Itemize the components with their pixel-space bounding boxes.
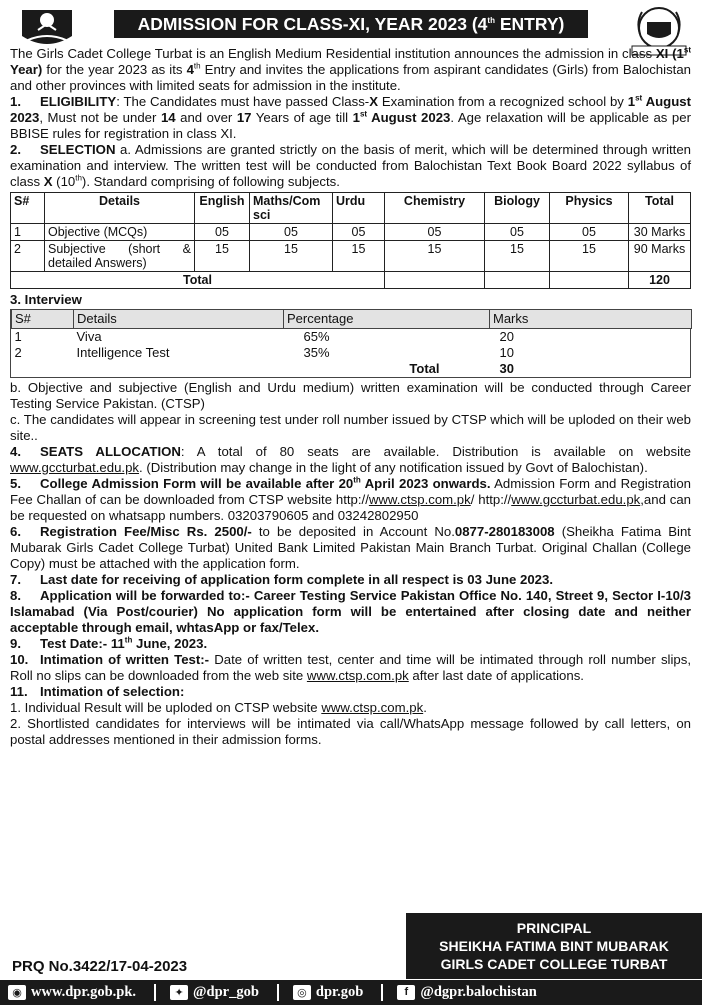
prq-number: PRQ No.3422/17-04-2023 [12, 958, 188, 975]
table-row: 2 Intelligence Test 35% 10 [14, 345, 514, 360]
globe-icon: ◉ [8, 985, 26, 1000]
table-row: 2 Subjective (short & detailed Answers) 15 15 15 15 15 15 90 Marks [11, 241, 691, 272]
intimation-selection-section: 11. Intimation of selection: [10, 684, 185, 699]
note-c: c. The candidates will appear in screening test under roll number issued by CTSP which will be uploded on their web site.. [10, 412, 691, 443]
subjects-table [10, 192, 691, 289]
test-date-section: 9. Test Date:- 11th June, 2023. [10, 635, 208, 651]
intro-paragraph: The Girls Cadet College Turbat is an English Medium Residential institution announces the admission in class XI (1st Year) for the year 2023 as its 4th Entry and invites the applications from aspirant candidates (Girls) from Balochistan and other provinces with limited seats for admission in the institute. [10, 45, 691, 93]
table-total-row: Total 120 [11, 272, 691, 289]
eligibility-section: 1. ELIGIBILITY: The Candidates must have passed Class-X Examination from a recognized school by 1st August 2023, Must not be under 14 and over 17 Years of age till 1st August 2023. Age relaxation will be applicable as per BBISE rules for registration in class XI. [10, 93, 691, 141]
note-b: b. Objective and subjective (English and Urdu medium) written examination will be conducted through Career Testing Service Pakistan. (CTSP) [10, 380, 691, 411]
interview-table-wrap [10, 309, 691, 378]
table-row: 1 Viva 65% 20 [14, 329, 514, 344]
col-header: Biology [485, 193, 550, 224]
notes-list [10, 380, 691, 748]
footer-website[interactable]: ◉ www.dpr.gob.pk. [8, 984, 136, 1001]
table-row: 1 Objective (MCQs) 05 05 05 05 05 05 30 Marks [11, 224, 691, 241]
divider [277, 984, 279, 1001]
table-total-row: Total 30 [409, 361, 514, 376]
col-header: Physics [550, 193, 629, 224]
col-header: S# [11, 193, 45, 224]
selection-item-1: 1. Individual Result will be uploded on CTSP website www.ctsp.com.pk. [10, 700, 427, 715]
footer-instagram[interactable]: ◎ dpr.gob [293, 984, 363, 1001]
ctsp-link[interactable]: www.ctsp.com.pk [306, 668, 409, 683]
ctsp-link[interactable]: www.ctsp.com.pk [368, 492, 471, 507]
footer-twitter[interactable]: ✦ @dpr_gob [170, 984, 259, 1001]
advert-body [10, 46, 691, 748]
website-link[interactable]: www.gccturbat.edu.pk [10, 460, 140, 475]
selection-section: 2. SELECTION a. Admissions are granted strictly on the basis of merit, which will be determined through written examination and interview. The written test will be conducted from Balochistan Text Book Board 2022 syllabus of class X (10th). Standard comprising of following subjects. [10, 142, 691, 189]
fee-section: 6. Registration Fee/Misc Rs. 2500/- to be deposited in Account No.0877-280183008 (Sheikha Fatima Bint Mubarak Girls Cadet College Turbat) United Bank Limited Pakistan Main Branch Turbat. Original Challan (College Copy) must be attached with the application form. [10, 524, 691, 571]
college-link[interactable]: www.gccturbat.edu.pk [511, 492, 641, 507]
footer-facebook[interactable]: f @dgpr.balochistan [397, 984, 537, 1001]
footer-bar [0, 980, 702, 1005]
page-title: ADMISSION FOR CLASS-XI, YEAR 2023 (4th ENTRY) [114, 10, 588, 38]
seats-section: 4. SEATS ALLOCATION: A total of 80 seats are available. Distribution is available on website www.gccturbat.edu.pk. (Distribution may change in the light of any notification issued by Govt of Balochistan). [10, 444, 691, 475]
col-header: Chemistry [385, 193, 485, 224]
ctsp-link[interactable]: www.ctsp.com.pk [321, 700, 424, 715]
interview-table: S# Details Percentage Marks 1 Viva 65% 20 2 Intelligence Test 35% 10 Total 30 [11, 309, 692, 377]
last-date-section: 7. Last date for receiving of application form complete in all respect is 03 June 2023. [10, 572, 554, 587]
interview-heading: 3. Interview [10, 292, 82, 307]
facebook-icon: f [397, 985, 415, 1000]
instagram-icon: ◎ [293, 985, 311, 1000]
forward-section: 8. Application will be forwarded to:- Career Testing Service Pakistan Office No. 140, Street 9, Sector I-10/3 Islamabad (Via Post/courier) No application form will be entertained after closing date and neither acceptable through email, whtasApp or fax/Telex. [10, 588, 691, 635]
col-header: Maths/Com sci [250, 193, 333, 224]
form-section: 5. College Admission Form will be available after 20th April 2023 onwards. Admission Form and Registration Fee Challan of can be downloaded from CTSP website http://www.ctsp.com.pk/ http://www.gccturbat.edu.pk,and can be requested on whatsapp numbers. 03203790605 and 03242802950 [10, 475, 691, 523]
signature-block: PRINCIPAL SHEIKHA FATIMA BINT MUBARAK GIRLS CADET COLLEGE TURBAT [406, 913, 702, 979]
divider [154, 984, 156, 1001]
divider [381, 984, 383, 1001]
col-header: English [195, 193, 250, 224]
twitter-icon: ✦ [170, 985, 188, 1000]
col-header: Details [45, 193, 195, 224]
col-header: Total [629, 193, 691, 224]
col-header: Urdu [333, 193, 385, 224]
selection-item-2: 2. Shortlisted candidates for interviews will be intimated via call/WhatsApp message followed by call letters, on postal addresses mentioned in their admission forms. [10, 716, 691, 747]
intimation-test-section: 10. Intimation of written Test:- Date of written test, center and time will be intimated through roll number slips, Roll no slips can be downloaded from the web site www.ctsp.com.pk after last date of applications. [10, 652, 691, 683]
